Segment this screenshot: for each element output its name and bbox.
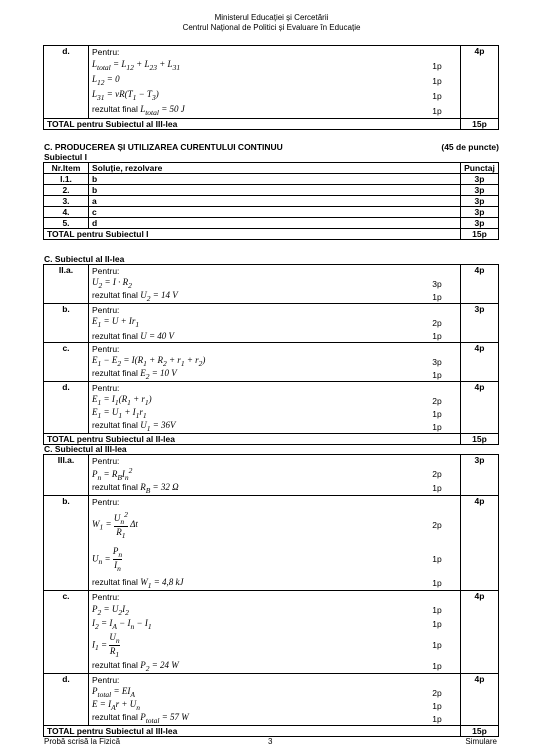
table-row: 5. d 3p	[44, 218, 499, 229]
subiect-iii-title: C. Subiectul al III-lea	[44, 444, 127, 454]
table-row: I.1. b 3p	[44, 174, 499, 185]
table-row: b. Pentru: $W_1$ = $\frac{U_n^2}{R_1}$ Δt 2p $U_n$ = $\frac{P_n}{I_n}$ 1p rezultat final $W_1 = 4,8$ kJ 1p 4p	[44, 496, 499, 591]
total-score: 15p	[461, 726, 499, 737]
total-score: 15p	[461, 119, 499, 130]
table-subiect-ii	[43, 264, 499, 445]
table-subiect-iii	[43, 454, 499, 737]
table-subiect-i	[43, 162, 499, 240]
item-number: d.	[44, 46, 89, 119]
total-score: 15p	[461, 229, 499, 240]
total-label: TOTAL pentru Subiectul al II-lea	[44, 434, 461, 445]
table-top	[43, 45, 499, 130]
table-row: c. Pentru: $E_1 - E_2 = I(R_1 + R_2 + r_1 + r_2)$ 3p rezultat final $E_2 = 10$ V 1p 4p	[44, 343, 499, 382]
table-row: d. Pentru: $P_{total} = EI_A$ 2p $E = I_Ar + U_n$ 1p rezultat final $P_{total} = 57$ W 1p 4p	[44, 674, 499, 726]
table-row: III.a. Pentru: $P_n = R_BI_n^2$ 2p rezultat final $R_B = 32$ Ω 1p 3p	[44, 455, 499, 496]
subiect-i-title: Subiectul I	[44, 152, 87, 162]
section-c-points: (45 de puncte)	[441, 142, 499, 152]
table-row: b. Pentru: $E_1 = U + Ir_1$ 2p rezultat final U = 40 V 1p 3p	[44, 304, 499, 343]
solution-cell: Pentru: $L_{total} = L_{12} + L_{23} + L_{31}$ 1p $L_{12} = 0$ 1p $L_{31} = \nu R(T_1 - T_3)$ 1p rezultat final $L_{total} = 50$ J 1p	[89, 46, 461, 119]
table-row: II.a. Pentru: $U_2 = I \cdot R_2$ 3p rezultat final $U_2 = 14$ V 1p 4p	[44, 265, 499, 304]
header-center: Centrul Național de Politici și Evaluare în Educație	[182, 23, 361, 32]
table-row: 2. b 3p	[44, 185, 499, 196]
total-label: TOTAL pentru Subiectul I	[44, 229, 461, 240]
table-row: d. Pentru: $E_1 = I_1(R_1 + r_1)$ 2p $E_1 = U_1 + I_1r_1$ 1p rezultat final $U_1 = 36V$ 1p 4p	[44, 382, 499, 434]
total-label: TOTAL pentru Subiectul al III-lea	[44, 726, 461, 737]
total-score: 15p	[461, 434, 499, 445]
footer-page-number: 3	[268, 737, 273, 746]
col-solutie: Soluție, rezolvare	[89, 163, 461, 174]
section-c-title: C. PRODUCEREA ȘI UTILIZAREA CURENTULUI CONTINUU	[44, 142, 283, 152]
footer-left: Probă scrisă la Fizică	[44, 737, 121, 746]
col-punctaj: Punctaj	[461, 163, 499, 174]
footer-right: Simulare	[465, 737, 497, 746]
header-ministry: Ministerul Educației și Cercetării	[214, 13, 329, 22]
table-row: c. Pentru: $P_2 = U_2I_2$ 1p $I_2 = I_A - I_n - I_1$ 1p $I_1$ = $\frac{U_n}{R_1}$ 1p rezultat final $P_2 = 24$ W 1p 4p	[44, 591, 499, 674]
item-score: 4p	[461, 46, 499, 119]
col-nr-item: Nr.Item	[44, 163, 89, 174]
total-label: TOTAL pentru Subiectul al III-lea	[44, 119, 461, 130]
table-row: 3. a 3p	[44, 196, 499, 207]
subiect-ii-title: C. Subiectul al II-lea	[44, 254, 125, 264]
table-row: 4. c 3p	[44, 207, 499, 218]
